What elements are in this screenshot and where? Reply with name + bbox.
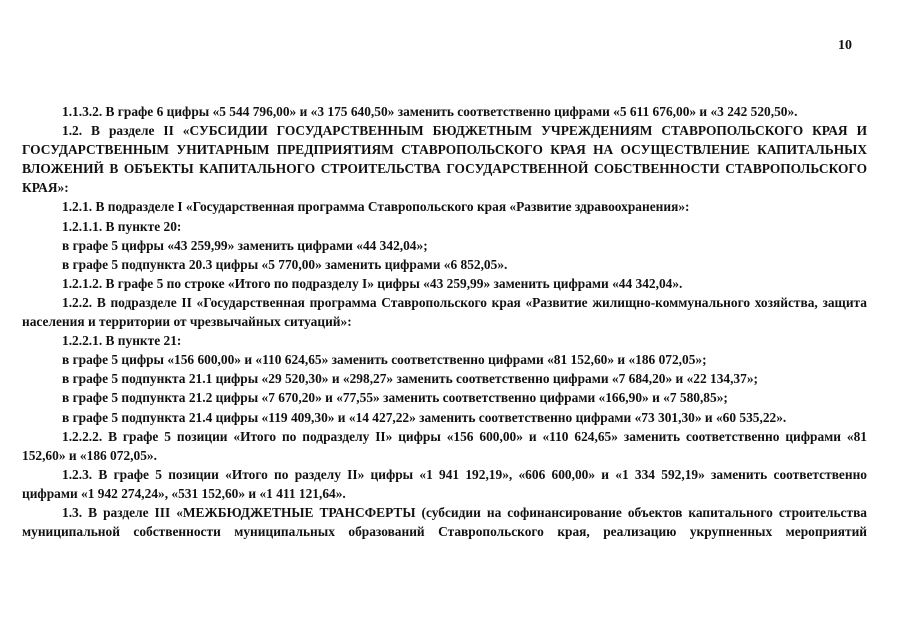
list-item: в графе 5 подпункта 21.2 цифры «7 670,20» и «77,55» заменить соответственно цифрами «166,90» и «7 580,85»; xyxy=(62,390,728,406)
list-item: в графе 5 цифры «43 259,99» заменить цифрами «44 342,04»; xyxy=(62,237,428,253)
paragraph-1-2-2-1: 1.2.2.1. В пункте 21: xyxy=(62,333,182,349)
list-item: в графе 5 подпункта 21.4 цифры «119 409,30» и «14 427,22» заменить соответственно цифрами «73 301,30» и «60 535,22». xyxy=(62,409,787,425)
paragraph-1-2-3: 1.2.3. В графе 5 позиции «Итого по разделу II» цифры «1 941 192,19», «606 600,00» и «1 334 592,19» заменить соответственно цифрами «1 942 274,24», «531 152,60» и «1 411 121,64». xyxy=(22,466,867,501)
paragraph-1-2: 1.2. В разделе II «СУБСИДИИ ГОСУДАРСТВЕННЫМ БЮДЖЕТНЫМ УЧРЕЖДЕНИЯМ СТАВРОПОЛЬСКОГО КРАЯ И ГОСУДАРСТВЕННЫМ УНИТАРНЫМ ПРЕДПРИЯТИЯМ СТАВРОПОЛЬСКОГО КРАЯ НА ОСУЩЕСТВЛЕНИЕ КАПИТАЛЬНЫХ ВЛОЖЕНИЙ В ОБЪЕКТЫ КАПИТАЛЬНОГО СТРОИТЕЛЬСТВА ГОСУДАРСТВЕННОЙ СОБСТВЕННОСТИ СТАВРОПОЛЬСКОГО КРАЯ»: xyxy=(22,123,867,196)
paragraph-1-2-1-1: 1.2.1.1. В пункте 20: xyxy=(62,218,182,234)
paragraph-1-2-1-2: 1.2.1.2. В графе 5 по строке «Итого по подразделу I» цифры «43 259,99» заменить цифрами «44 342,04». xyxy=(62,275,683,291)
document-body xyxy=(22,102,867,541)
page-number: 10 xyxy=(838,38,852,53)
paragraph-1-2-2-2: 1.2.2.2. В графе 5 позиции «Итого по подразделу II» цифры «156 600,00» и «110 624,65» заменить соответственно цифрами «81 152,60» и «186 072,05». xyxy=(22,428,867,463)
paragraph-1-2-1: 1.2.1. В подразделе I «Государственная программа Ставропольского края «Развитие здравоохранения»: xyxy=(62,199,690,215)
list-item: в графе 5 подпункта 20.3 цифры «5 770,00» заменить цифрами «6 852,05». xyxy=(62,256,508,272)
list-item: в графе 5 цифры «156 600,00» и «110 624,65» заменить соответственно цифрами «81 152,60» и «186 072,05»; xyxy=(62,352,707,368)
paragraph-1-3: 1.3. В разделе III «МЕЖБЮДЖЕТНЫЕ ТРАНСФЕРТЫ (субсидии на софинансирование объектов капитального строительства муниципальной собственности муниципальных образований Ставропольского края, реализацию укрупненных мероприятий xyxy=(22,504,867,540)
paragraph-1-2-2: 1.2.2. В подразделе II «Государственная программа Ставропольского края «Развитие жилищно-коммунального хозяйства, защита населения и территории от чрезвычайных ситуаций»: xyxy=(22,294,867,330)
paragraph-1-1-3-2: 1.1.3.2. В графе 6 цифры «5 544 796,00» и «3 175 640,50» заменить соответственно цифрами «5 611 676,00» и «3 242 520,50». xyxy=(62,104,798,119)
list-item: в графе 5 подпункта 21.1 цифры «29 520,30» и «298,27» заменить соответственно цифрами «7 684,20» и «22 134,37»; xyxy=(62,371,758,387)
